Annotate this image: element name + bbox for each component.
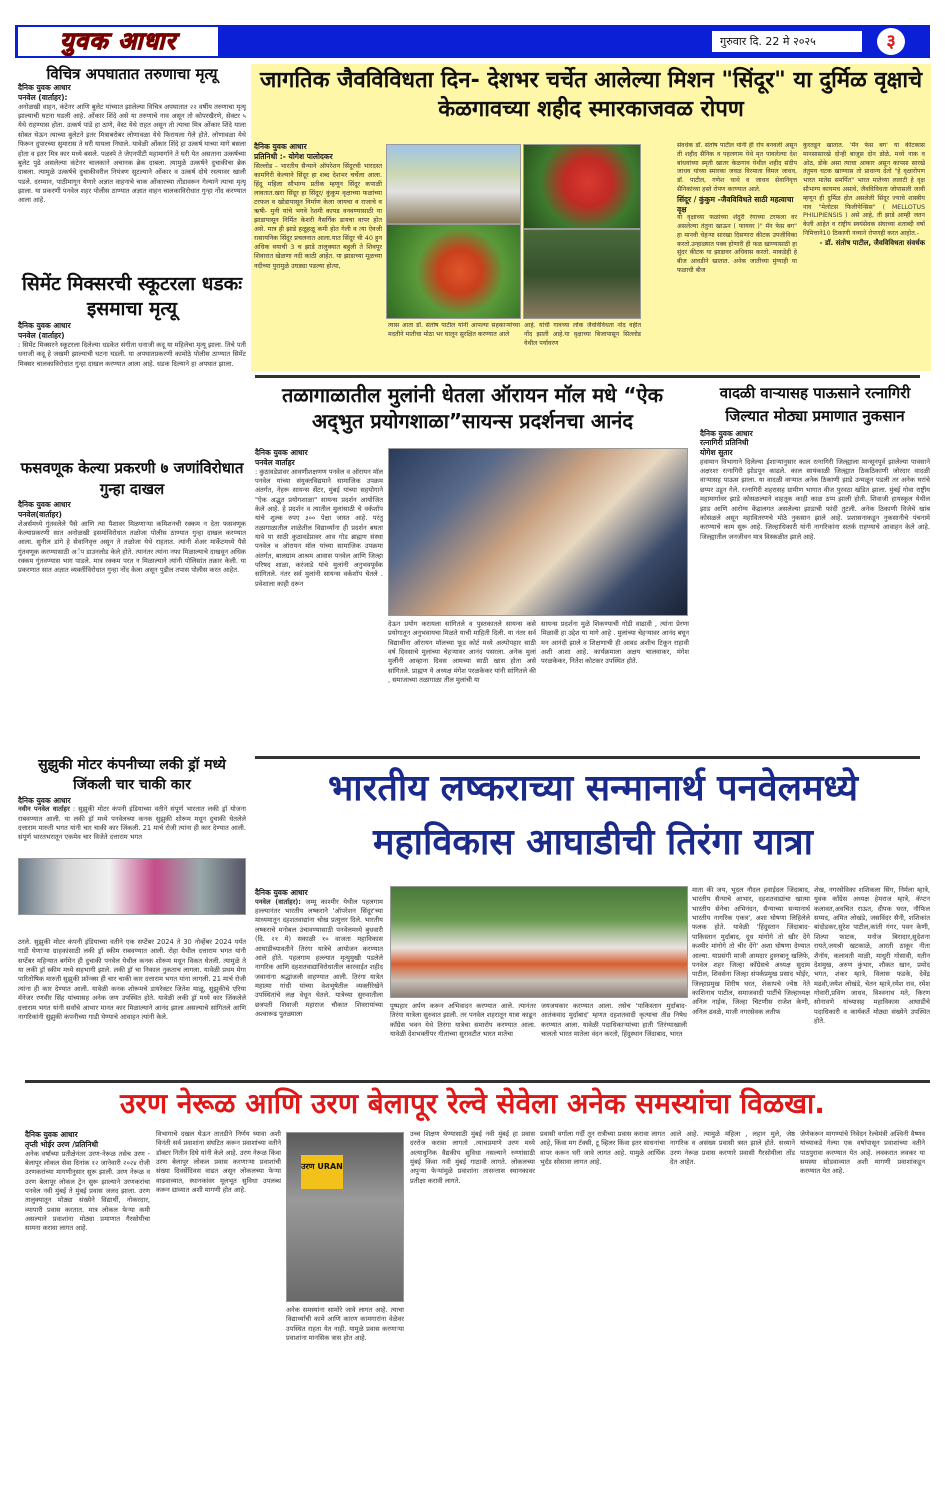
article-body: अनोळखी वाहन, कंटेनर आणि बुलेट यांच्यात झालेल्या विचित्र अपघातात २२ वर्षीय तरुणाचा मृत्यू झाल्याची घटना घडली आहे. ओंकार शिंदे असे या तरुणाचे नाव असून तो कोपरखैरणे, सेक्टर ५ येथे राहण्यास होता. उत्कर्ष पांडे हा ठाणे, वेस्ट येथे राहत असून तो त्याचा मित्र ओंकार शिंदे याला सोबत घेऊन त्याच्या बुलेटने इतर मित्राबरोबर लोणावळा येथे फिरायला गेले होते. लोणावळा येथे फिरून दुपारच्या सुमारास ते घरी यायला निघाले. यावेळी ओंकार शिंदे हा उत्कर्ष याच्या मागे बसला होता व इतर मित्र कार मध्ये बसले. पळस्पे ते जेएनपीटी महामार्गाने ते घरी येत असताना उत्कर्षच्या बुलेट पुढे असलेल्या कंटेनर चालकाने अचानक ब्रेक दाबला. त्यामुळे उत्कर्षने दुचाकीचा ब्रेक दाबला. त्यामुळे उत्कर्षचे दुचाकीवरील नियंत्रण सुटल्याने ओंकार व उत्कर्ष दोघे रस्त्यावर खाली पडले. दरम्यान, पाठीमागून येणारे अज्ञात वाहनाचे चाक ओंकारच्या तोंडावरून गेल्याने त्याचा मृत्यू झाला. या प्रकरणी पनवेल शहर पोलीस ठाण्यात अज्ञात वाहन चालकाविरोधात गुन्हा नोंद करण्यात आला आहे. (18, 102, 246, 205)
reporter: योगेश सुतार (700, 448, 733, 457)
uran-body-col7: जेणेकरून मागण्यांचे निवेदन रेल्वेमंत्री अश्विनी वैष्णव यांच्याकडे गेल्या एक वर्षापासून प्रवाशांच्या वतीने पाठपुरावा करण्यात येत आहे. लवकरात लवकर या समस्या सोडवाव्यात अशी मागणी प्रवाशांकडून करण्यात येत आहे. (800, 1130, 925, 1176)
issue-date: गुरुवार दि. 22 मे २०२५ (712, 31, 862, 52)
body-text: : सुझुकी मोटर कंपनी इंडियाच्या वतीने संपूर्ण भारतात लकी ड्रॉ योजना राबवण्यात आली. या लकी ड्रॉ मध्ये पनवेलच्या कनक सुझुकी शोरूम मधून दुचाकी घेतलेले दत्ताराम मारुती भगत यांनी चार चाकी कार जिंकली. 21 मार्च रोजी त्यांना ही कार देण्यात आली. संपूर्ण भारतभरातून एकमेव चार विजेते दत्ताराम भगत (18, 805, 246, 842)
tiranga-body-col5: शेख, नगरसेविका शशिकला सिंग, निर्मला म्हात्रे, युवक काँग्रेस अध्यक्ष हेमराज म्हात्रे, कॅप्टन कलावत,अवचित राऊत, दीपक घरत, नौफिल सय्यद, अमित लोखंडे, जसविंदर सैनी, शशिकांत बांदोडकर,सुरेश पाटील,कांती गंगर, पवन केणी, शिल्पा फाटक, मनोज बिरादार,सुदेशना रायते,जयश्री खटकाळे, आरती ठाकूर नीता शैनॉय, कलावती माळी, माधुरी गोसावी, यतीन देशमुख, अरुण कुंभार, शौकत खान, प्रमोद भगत, शंकर म्हात्रे, विलास फडके, देवेंद्र मढवी,जयेश लोखंडे, चेतन म्हात्रे,रमेश राव, रमेश गोवारी,प्रविण जाधव, विश्वनाथ मते, किरण सोनावणे यांच्यासह महाविकास आघाडीचे पदाधिकारी व कार्यकर्ते मोठ्या संख्येने उपस्थित होते. (814, 886, 930, 1026)
newspaper-logo: युवक आधार (18, 27, 218, 56)
headline: सिमेंट मिक्सरची स्कूटरला धडकः इसमाचा मृत्यू (21, 273, 243, 320)
orion-body-col2: देऊन प्रयोग करायला सांगितले व पुस्तकातले सायन्स कसे प्रयोगातून अनुभवायचा मिळते याची माहिती दिली. या नंतर सर्व विद्यार्थीना ऑरायन मॉलच्या फूड कोर्ट मध्ये अल्पोपहार साठी वर्ष दिवसाचे मुलांच्या चेहऱ्यावर आनंद पसरला. अनेक मुलां मुलींनी आव्हाना दिवस आमच्या साठी खास होता असे सांगितले. प्राह्मण ये अध्यक्ष मंगेश परळकेकर यांनी सांगितले की , समाजाच्या तळागाळा तील मुलांची या (388, 620, 536, 685)
byline: रत्नागिरी प्रतिनिधी (700, 438, 749, 448)
tiranga-rally-photo (390, 886, 688, 998)
suzuki-body-continued: ठरले. सुझुकी मोटर कंपनी इंडियाच्या वतीने एक सप्टेंबर 2024 ते 30 नोव्हेंबर 2024 पर्यंत गाडी घेणाऱ्या ग्राहकांसाठी लकी ड्रॉ स्कीम राबवण्यात आली. रोहा येथील दत्ताराम भगत यांनी सप्टेंबर महिन्यात बर्गमेन ही दुचाकी पनवेल येथील कनक शोरूम मधून विकत घेतली. त्यामुळे ते या लकी ड्रॉ स्कीम मध्ये सहभागी झाले. लकी ड्रॉ चा निकाल नुकताच लागला. यावेळी प्रथम मेगा पारितोषिक मारुती सुझुकी फ्रॉन्क्स ही चार चाकी कार दत्ताराम भगत यांना लागली. 21 मार्च रोजी त्यांना ही कार देण्यात आली. यावेळी कनक शोरूमचे डायरेक्टर जितेश माळू, सुझुकीचे एरिया मॅनेजर रणवीर सिंह यांच्यासह अनेक जण उपस्थित होते. यावेळी लकी ड्रॉ मध्ये कार जिंकलेले दत्ताराम भगत यांनी सर्वांचे आभार मानत कार मिळाल्याने आनंद झाला असल्याचे सांगितले आणि नागरिकांनी सुझुकी कंपनीच्या गाडी घेण्याचे आवाहन त्यांनी केले. (18, 938, 246, 1021)
man-face-bug-photo (386, 224, 521, 319)
body-text: जम्मू काश्मीर येथील पहलगाम हल्ल्यानंतर भारतीय लष्कराने 'ऑपरेशन सिंदूर'च्या माध्यमातून दहशतवाद्यांना चोख प्रत्युत्तर दिले. भारतीय लष्कराचे मनोबल उंचावण्यासाठी पनवेलमध्ये बुधवारी (दि. २१ मे) सकाळी १० वाजता महाविकास आघाडीच्यावतीने तिरंगा यात्रेचे आयोजन करण्यात आले होते. पहलगाम हल्ल्यात मृत्युमुखी पडलेले नागरिक आणि दहशतवाद्यांविरोधातील कारवाईत शहीद जवानांना श्रद्धांजली वाहण्यात आली. तिरंगा यात्रेत महात्मा गांधी यांच्या वेशभूषेतील व्यक्तीरेखेने उपस्थितांचे लक्ष वेधून घेतले. यात्रेच्या सुरुवातीला छत्रपती शिवाजी महाराज चौकात शिवरायांच्या अश्वारूढ पुतळ्याला (255, 897, 383, 1019)
source: दैनिक युवक आधार (25, 1130, 78, 1139)
headline: वादळी वाऱ्यासह पाऊसाने रत्नागिरी जिल्यात मोठ्या प्रमाणात नुकसान (719, 384, 911, 426)
source: दैनिक युवक आधार (18, 321, 71, 331)
article-body: अनेक वर्षांच्या प्रतीक्षेनंतर उरण-नेरूळ तसेच उरण - बेलापूर लोकल सेवा दिनांक १२ जानेवारी २०२४ रोजी उरणकरांच्या मागणीनुसार सुरू झाली. उरण नेरूळ व उरण बेलापूर लोकल ट्रेन सुरू झाल्याने उरणकरांचा पनवेल नवी मुंबई ते मुंबई प्रवास जलद झाला. उरण तालुक्यातून मोठ्या संख्येने विद्यार्थी, नोकरदार, व्यापारी प्रवास करतात. मात्र लोकल फेऱ्या कमी असल्याने प्रवाशांना मोठ्या प्रमाणात गैरसोयीचा सामना करावा लागत आहे. (25, 1149, 150, 1233)
byline: पनवेल (वार्ताहर): (255, 897, 301, 906)
page-number: ३ (877, 28, 905, 55)
article-tiranga (255, 888, 383, 1073)
byline: तृप्ती भोईर उरण /प्रतिनिधी (25, 1139, 99, 1149)
article-body: : सिमेंट मिक्सरने स्कूटरला दिलेल्या धडकेत संगीता धनाजी कदू या महिलेचा मृत्यू झाला. तिचे पती धनाजी कदू हे जखमी झाल्याची घटना घडली. या अपघातप्रकरणी कामोठे पोलीस ठाण्यात सिमेंट मिक्सर चालकाविरोधात गुन्हा दाखल करण्यात आला आहे. धडक दिल्याने हा अपघात झाला. (18, 340, 246, 368)
article-body: शेअर्समध्ये गुंतवलेले पैसे आणि त्या पैशावर मिळणाऱ्या कमिशनची रक्कम न देता फसवणूक केल्याप्रकरणी सात अनोळखी इसमांविरोधात तळोजा पोलीस ठाण्यात गुन्हा दाखल करण्यात आला. सुनील डांगे हे सेवानिवृत्त असून ते तळोजा येथे राहतात. त्यांनी शेअर मार्केटमध्ये पैसे गुंतवणूक करण्यासाठी अॅप डाउनलोड केले होते. त्यानंतर त्यांना नफा मिळाल्याचे दाखवून अधिक रक्कम गुंतवण्यास भाग पाडले. मात्र रक्कम परत न मिळाल्याने त्यांनी पोलिसांत तक्रार केली. या प्रकरणात सात अज्ञात व्यक्तींविरोधात गुन्हा नोंद केला असून पुढील तपास पोलीस करत आहेत. (18, 519, 246, 575)
article-uran (25, 1130, 150, 1490)
article-body: या वृक्षाच्या फळांच्या शेंदुरी रंगाच्या टरफला वर असलेल्या तंतुना खाऊन ( फायवर )" मॅन फेस बग" हा मानवी चेहऱ्या सारखा दिसणारा कीटक उपजीविका करतो.उन्हाळ्यात पक्व होणारी ही फळ खाण्यासाठी हा सुंदर कीटक या झाडावर अधिवास करतो. माकडेही हे बीज आवडीने खातात. अनेक जातीच्या मुंग्याही या फळाची बीज (677, 214, 797, 275)
tiranga-headline: भारतीय लष्कराच्या सन्मानार्थ पनवेलमध्ये महाविकास आघाडीची तिरंगा यात्रा (328, 768, 858, 863)
article-body: : कुठावडेप्रावर आवणीशक्षणण पनवेल व ऑरायन मॉल पनवेल यांच्या संयुक्तविद्यमाने सामाजिक उपक्रम अंतर्गत, नेहरू सायन्स सेंटर, मुंबई यांच्या सहयोगाने "ऐक अद्भुत प्रयोगशाळा" सायन्स प्रदर्शन आयोजित केले आहे. हे प्रदर्शन व त्यातील मुलांसाठी चे वर्कशॉप यांचे शुल्क रुपए ३०० पेक्षा जास्त आहे. परंतु तळागाळातील शाळेतील विद्यार्थ्यांना ही प्रदर्शन बघता यावे या साठी कुठावडेप्रावर आव गोड ब्राह्मण संस्था पनवेल व ऑरायन मॉल यांच्या सामाजिक उपक्रमा अंतर्गत, बालग्राम आश्रम आवास पनवेल आणि जिल्हा परिषद शाळा, करंजाडे यांचे मुलांनी अनुभवपूर्वक सांगितले. नंतर सर्व मुलांनी सायन्स वर्कशॉप घेतले . प्रवेशाला काही दरून (255, 467, 383, 588)
byline: प्रतिनिधी :- योगेश पालोदकर (254, 151, 333, 161)
sindur-fruit-photo (523, 144, 641, 229)
photo-caption: आहे. यांची गावच्या लोक जैवविविधता नोंद वहीत नोंद झाली आहे.या वृक्षाच्या बिजापासून सिल्लोड येथील पर्यावरण (524, 322, 641, 347)
station-sign: उरण URAN (301, 1155, 343, 1189)
headline: विचित्र अपघातात तरुणाचा मृत्यू (46, 65, 218, 83)
article-cement (18, 272, 246, 421)
article-body: हवामान विभागाने दिलेल्या ईशाऱ्यानुसार काल रत्नागिरी जिल्ह्याला मान्सूनपूर्व झालेल्या पावसाने अक्षरशः रत्नागिरी झोडपून काढले. काल सायंकाळी जिल्ह्यात ठिकठिकाणी जोरदार वादळी वाऱ्यासह पाऊस झाला. या वादळी वाऱ्यात अनेक ठिकाणी झाडे उन्मळून पडली तर अनेक घरांचे छप्पर उडून गेले. रत्नागिरी शहरासह ग्रामीण भागात वीज पुरवठा खंडित झाला. मुंबई गोवा राष्ट्रीय महामार्गावर झाडे कोसळल्याने वाहतूक काही काळ ठप्प झाली होती. शिवाजी हायस्कूल येथील झाड आणि आरोग्य केंद्रालगत असलेल्या झाडाची फांदी तुटली. अनेक ठिकाणी विजेचे खांब कोसळले असून महावितरणचे मोठे नुकसान झाले आहे. प्रशासनाकडून नुकसानीचे पंचनामे करण्याचे काम सुरू आहे. जिल्हाधिकारी यांनी नागरिकांना सतर्क राहण्याचे आवाहन केले आहे. जिल्ह्यातील जनजीवन मात्र विस्कळीत झाले आहे. (700, 457, 930, 541)
subheading: सिंदूर / कुंकुम -जैवविविधते साठी महत्वाचा वृक्ष (677, 194, 794, 214)
article-accident (18, 66, 246, 268)
source: दैनिक युवक आधार (18, 500, 71, 509)
orion-headline: तळागाळातील मुलांनी धेतला ऑरायन मॉल मधे “ऐक अद्‌भुत प्रयोगशाळा”सायन्स प्रदर्शनचा आनंद (282, 383, 663, 433)
sindur-tree-photo (523, 229, 641, 319)
source: दैनिक युवक आधार (18, 795, 71, 805)
masthead (15, 25, 930, 58)
headline: सुझुकी मोटर कंपनीच्या लकी ड्रॉ मध्ये जिंकली चार चाकी कार (38, 757, 226, 794)
source: दैनिक युवक आधार (255, 448, 308, 457)
source: दैनिक युवक आधार (18, 83, 71, 93)
photo-caption: त्यास आता डॉ. संतोष पाटील यांनी आपल्या सहकाऱ्यांच्या मदतीने मातीचा मोठा भर घालून सुरक्षित करण्यात आले (388, 322, 520, 338)
science-exhibition-photo (388, 448, 688, 616)
byline: पनवेल(वार्ताहर) (18, 509, 62, 519)
divider (25, 1080, 930, 1083)
divider (255, 375, 920, 378)
article-body: सिल्लोड - भारतीय सैन्याने ऑपरेशन सिंदूरची भारदस्त कामगिरी केल्याने सिंदूर हा शब्द देशभर चर्चेला आला. हिंदू महिला सौभाग्य प्रतीक म्हणून सिंदूर कपाळी लावतात.खरा सिंदूर हा सिंदूर/ कुंकुम वृक्षाच्या फळांच्या टरफल व खोडापासून निर्माण केला जायचा व राजाचे व ऋषी- मुनी यांचे भगवे रेशमी कापड वनवण्यासाठी या झाडापासून निर्मित केशरी नैसर्गिक डायचा वापर होत असे. मात्र ही झाडे हळूहळू कमी होत गेली व त्या ऐवजी रासायनिक सिंदूर प्रचलनात आला.यात सिंदूर ची 40 हुन अधिक वयाची 3 च झाडे तालुक्यात बहुली ते शिवपूर शिवारात खेळणा नदी काठी आहेत. या झाडाच्या मूळच्या नदीच्या पुरामुळे उघड्या पडल्या होत्या, (254, 161, 382, 270)
memorial-photo (386, 144, 521, 224)
uran-station-photo (286, 1132, 404, 1302)
article-body (255, 898, 383, 1073)
uran-body-col4: उच्च शिक्षण घेण्यासाठी मुंबई नवी मुंबई हा प्रवास दररोज करावा लागतो .त्याचप्रमाणे उरण मध्ये अत्याधुनिक वैद्यकीय सुविधा नसल्याने रुग्णांसाठी मुंबई किंवा नवी मुंबई गाठावी लागते. लोकलच्या अपुऱ्या फेऱ्यांमुळे प्रवाशांना तासन्तास स्थानकावर प्रतीक्षा करावी लागते. (410, 1130, 535, 1185)
car-handover-photo (18, 858, 246, 915)
article-body (18, 805, 246, 855)
uran-body-col6: आले आहे. त्यामुळे महिला , लहान मुले, जेष्ठ नागरिक व असंख्य प्रवासी त्रस्त झाले होते. सध्याने उरण नेरूळ प्रवास करणारे प्रवासी गैरसोयीला तोंड देत आहेत. (670, 1130, 795, 1167)
byline: पनवेल वार्ताहर (255, 457, 295, 467)
uran-body-col5: प्रवासी वर्गाला गर्दी तून रात्रीच्या प्रवास करावा लागत आहे, किंवा मग टॅक्सी, टू व्हिलर किंवा इतर साधनांचा वापर करून घरी जावे लागत आहे. यामुळे आर्थिक भुर्दंड सोसावा लागत आहे. (540, 1130, 665, 1167)
uran-headline: उरण नेरूळ आणि उरण बेलापूर रेल्वे सेवेला अनेक समस्यांचा विळखा. (120, 1087, 825, 1120)
source: दैनिक युवक आधार (254, 142, 307, 151)
byline: पनवेल (वार्ताहर) (18, 331, 65, 341)
byline: नवीन पनवेल वार्ताहर (18, 805, 70, 814)
article-orion (255, 448, 383, 726)
article-ratnagiri (700, 382, 930, 733)
article-body: कुरतडून खातात. 'मॅन फेस बग' या कीटकास मानसासारखे दोन्ही बाजूस दोन डोळे, मध्ये नाक व ओठ, डोके असा त्याचा आकार असून कापसा सारखे तंतुमय घटक खाण्यास तो प्राधान्य देतो "हे वृक्षारोपण भारत मातेस समर्पित" भारत मातेच्या ललाटी हे वृक्ष सौभाग्य कायमच असावे, जैवविविधता जोपासली जावी म्हणून ही दुर्मिळ होत असलेली सिंदूर ज्याचे शास्त्रीय नाव "मेलोटस फिलीपेन्सिस" ( MELLOTUS PHILIPIENSIS ) असे आहे, ती झाडे आम्ही जतन केली आहेत व राष्ट्रीय स्वयंसेवक संघाच्या शताब्दी वर्षा निमित्ताने10 ठिकाणी नव्याने रोपणही करत आहोत.- (803, 142, 925, 237)
article-fraud (18, 458, 246, 725)
orion-body-col3: सायन्स प्रदर्शना मुळे शिकण्याची गोडी वाढावी , त्यांना प्रेरणा मिळावी हा उद्देश या मागे आहे . मुलांच्या चेहऱ्यावर आनंद बघून मन आनंदी झाले व शिक्षणाची ही आवड अशीच टिकून राहावी अशी आशा आहे. कार्यक्रमाला अक्षय चालवाकर, मंगेश परळकेकर, नितेश कोटकर उपस्थित होते. (541, 620, 689, 666)
byline: पनवेल (वार्ताहर): (18, 93, 68, 102)
tiranga-body-col4: माता की जय, भूदल नौदल हवाईदल जिंदाबाद, भारतीय सैन्याचे आभार, दहशतवाद्यांचा खात्मा भारतीय सेनेचा अभिनंदन, सैन्याच्या सन्मानार्थ भारतीय नागरिक एकत्र', अशा घोषणा लिहिलेले फलक होते. यावेळी 'हिंदुस्तान जिंदाबाद- पाकिस्तान मुर्दाबाद, दूध मांगोगे तो खीर देंगे कश्मीर मांगोगे तो चीर देंगे' अशा घोषणा देण्यात आल्या. याप्रसंगी माजी आमदार हुस्नबानू खलिफे, पनवेल शहर जिल्हा काँग्रेसचे अध्यक्ष सुदाम पाटील, शिवसेना जिल्हा संपर्कप्रमुख प्रसाद भोईर, जिल्हाप्रमुख शिरीष घरत, शेकापचे ज्येष्ठ नेते काशिनाथ पाटील, समाजवादी पार्टीचे जिल्हाध्यक्ष अनिल नाईक, जिल्हा चिटणीस राजेश केणी, अनिल ढवळे, माजी नगरसेवक लतीफ (692, 886, 810, 1016)
uran-body-col2: विभागाचे दखल घेऊन तातडीने निर्णय घ्यावा अशी विनंती सर्व प्रवाशांना संघटित करून प्रवाशांच्या वतीने डॉक्टर नितीन दिघे यांनी केले आहे. उरण नेरूळ किंवा उरण बेलापूर लोकल प्रवास करणाऱ्या प्रवाशांची संख्या दिवसेंदिवस वाढत असून लोकलच्या फेऱ्या वाढवाव्यात, स्थानकांवर मूलभूत सुविधा उपलब्ध करून द्याव्यात अशी मागणी होत आहे. (156, 1130, 281, 1195)
tiranga-body-col3: जयजयकार करण्यात आला. तसेच 'पाकिस्तान मुर्दाबाद- आतंकवाद मुर्दाबाद' म्हणत दहशतवादी कृत्याचा तीव्र निषेध करण्यात आला. यावेळी पदाधिकाऱ्यांच्या हाती 'तिरंग्याखाली चालतो भारत मातेला वंदन करतो, हिंदुस्थान जिंदाबाद, भारत (541, 1002, 687, 1039)
signature: - डॉ. संतोष पाटील, जैवविविधता संवर्धक (819, 238, 925, 247)
source: दैनिक युवक आधार (255, 888, 308, 897)
uran-body-col3: अनेक समस्यांना सामोरे जावे लागत आहे. त्याचा विद्यार्थ्यांची कामे आणि कारण कामगारांना वेळेवर उपस्थित राहता येत नाही. यामुळे प्रवास करणाऱ्या प्रवाशांना मानसिक त्रास होत आहे. (286, 1306, 404, 1343)
headline: फसवणूक केल्या प्रकरणी ७ जणांविरोधात गुन्हा दाखल (20, 459, 244, 498)
tiranga-body-col2: पुष्पहार अर्पण करून अभिवादन करण्यात आले. त्यानंतर तिरंगा यात्रेला सुरुवात झाली. तर पनवेल शहरातून यात्रा काढून काँग्रेस भवन येथे तिरंगा यात्रेचा समारोप करण्यात आला. यावेळी देशभक्तीपर गीतांच्या सुरावटीत भारत मातेचा (390, 1002, 536, 1039)
article-sindur (251, 64, 931, 371)
headline: जागतिक जैवविविधता दिन- देशभर चर्चेत आलेल्या मिशन "सिंदूर" या दुर्मिळ वृक्षाचे केळगावच्या शहीद स्मारकाजवळ रोपण (259, 68, 923, 122)
divider (255, 756, 920, 759)
article-suzuki (18, 755, 246, 915)
source: दैनिक युवक आधार (700, 428, 753, 438)
article-body: संवर्धक डॉ. संतोष पाटील यांनी ही रोप बनवली असून ती शहीद सैनिक व पहलगाम येथे मृत पावलेल्या देश बांधवांच्या स्मृती खातर केळगाव येथील शहीद संदीप जाधव यांच्या स्मारका जवळ विरमाता विमल जाधव, डॉ. पाटील, गणेश चाथे व जाधव सेवानिवृत्त सैनिकांच्या हस्ते रोपण करण्यात आले. (677, 142, 797, 193)
